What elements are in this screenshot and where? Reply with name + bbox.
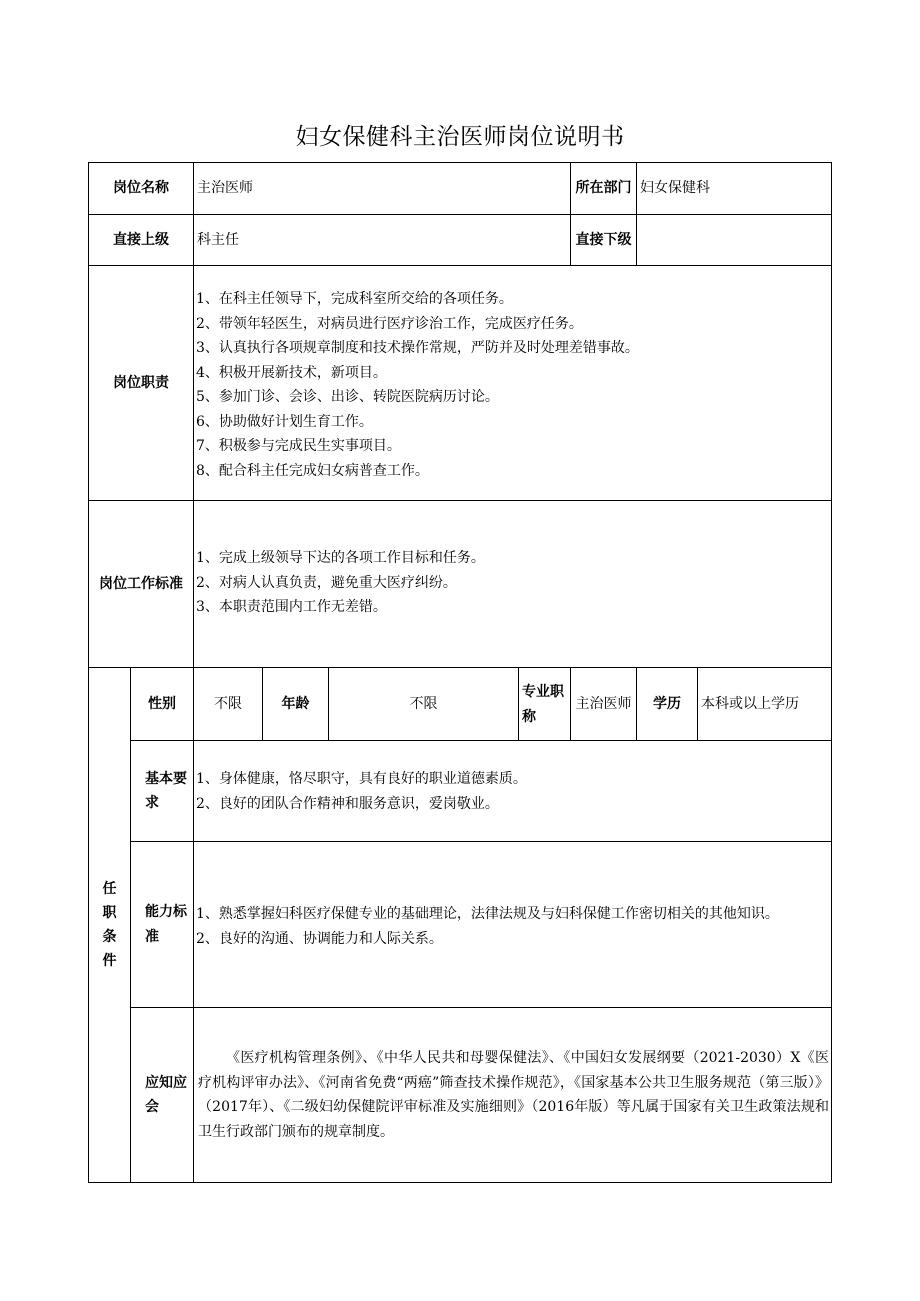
professional-title-value: 主治医师 (571, 668, 637, 741)
duties-label: 岗位职责 (89, 266, 194, 501)
ability-standards-list (194, 842, 832, 1008)
list-item: 1、在科主任领导下，完成科室所交给的各项任务。 (196, 291, 513, 307)
duties-list (194, 266, 832, 501)
list-item: 4、积极开展新技术，新项目。 (196, 364, 387, 381)
list-item: 2、良好的团队合作精神和服务意识，爱岗敬业。 (196, 795, 499, 812)
ability-standards-label: 能力标准 (131, 842, 194, 1008)
required-knowledge-text: 《医疗机构管理条例》、《中华人民共和母婴保健法》、《中国妇女发展纲要（2021-2030）X《医疗机构评审办法》、《河南省免费“两癌”筛查技术操作规范》，《国家基本公共卫生服务规范（第三版）》（2017年）、《二级妇幼保健院评审标准及实施细则》（2016年版）等凡属于国家有关卫生政策法规和卫生行政部门颁布的规章制度。 (194, 1008, 832, 1183)
list-item: 5、参加门诊、会诊、出诊、转院医院病历讨论。 (196, 389, 499, 405)
department-label: 所在部门 (571, 163, 637, 215)
basic-requirements-list (194, 741, 832, 842)
list-item: 1、熟悉掌握妇科医疗保健专业的基础理论，法律法规及与妇科保健工作密切相关的其他知识。 (196, 906, 779, 922)
required-knowledge-label: 应知应会 (131, 1008, 194, 1183)
age-label: 年龄 (263, 668, 329, 741)
position-name-value: 主治医师 (194, 163, 571, 215)
position-name-label: 岗位名称 (89, 163, 194, 215)
list-item: 3、本职责范围内工作无差错。 (196, 599, 387, 615)
basic-requirements-label: 基本要求 (131, 741, 194, 842)
page-title: 妇女保健科主治医师岗位说明书 (295, 124, 625, 150)
list-item: 2、带领年轻医生，对病员进行医疗诊治工作，完成医疗任务。 (196, 315, 583, 332)
list-item: 3、认真执行各项规章制度和技术操作常规，严防并及时处理差错事故。 (196, 340, 639, 356)
list-item: 1、身体健康，恪尽职守，具有良好的职业道德素质。 (196, 771, 527, 787)
subordinate-value (637, 215, 832, 266)
list-item: 7、积极参与完成民生实事项目。 (196, 438, 401, 454)
gender-label: 性别 (131, 668, 194, 741)
list-item: 1、完成上级领导下达的各项工作目标和任务。 (196, 550, 485, 566)
education-label: 学历 (637, 668, 698, 741)
superior-value: 科主任 (194, 215, 571, 266)
professional-title-label: 专业职称 (519, 668, 571, 741)
list-item: 6、协助做好计划生育工作。 (196, 413, 373, 430)
list-item: 2、对病人认真负责，避免重大医疗纠纷。 (196, 574, 457, 591)
standards-label: 岗位工作标准 (89, 501, 194, 668)
gender-value: 不限 (194, 668, 263, 741)
requirements-label: 任 职 条 件 (89, 668, 131, 1183)
list-item: 8、配合科主任完成妇女病普查工作。 (196, 462, 429, 479)
job-description-table (88, 162, 832, 1183)
list-item: 2、良好的沟通、协调能力和人际关系。 (196, 930, 443, 947)
education-value: 本科或以上学历 (698, 668, 832, 741)
superior-label: 直接上级 (89, 215, 194, 266)
subordinate-label: 直接下级 (571, 215, 637, 266)
department-value: 妇女保健科 (637, 163, 832, 215)
age-value: 不限 (329, 668, 519, 741)
standards-list (194, 501, 832, 668)
